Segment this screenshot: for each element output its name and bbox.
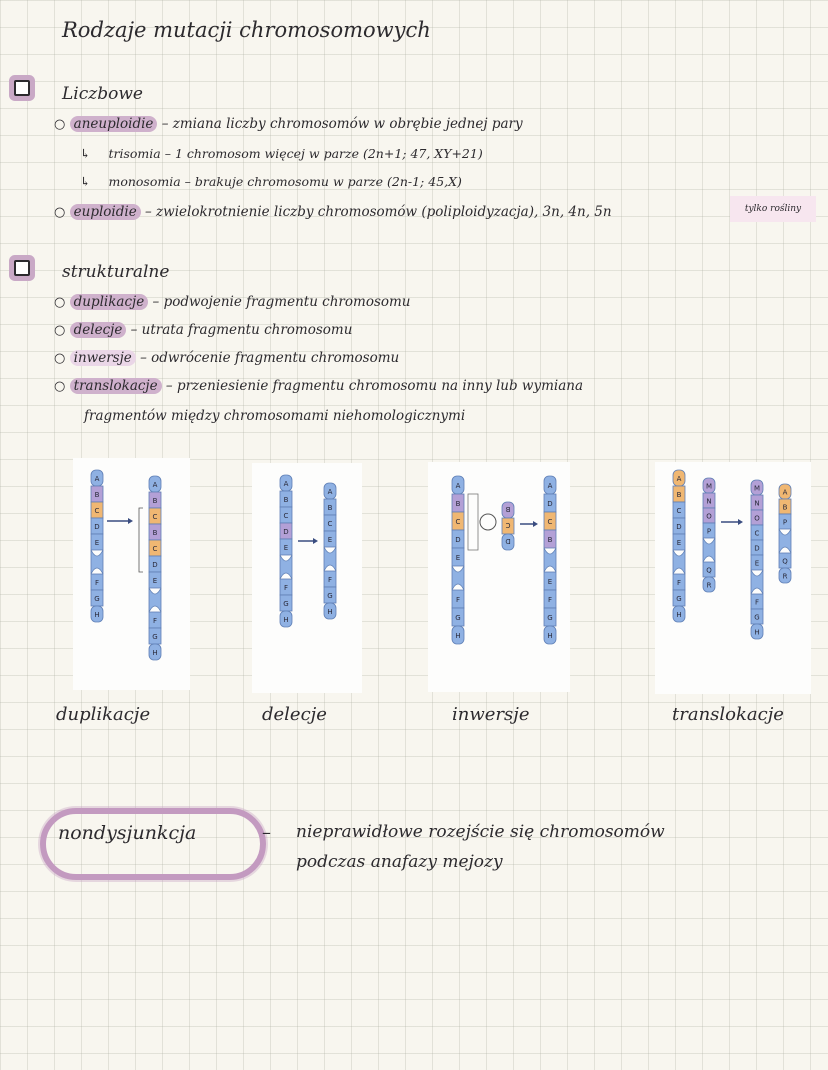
band-label: A: [152, 481, 158, 489]
centromere: [324, 547, 336, 571]
arrow-head: [128, 518, 133, 524]
band-label: G: [283, 600, 289, 608]
band-label: C: [152, 545, 158, 553]
band-label: H: [327, 608, 333, 616]
band-label: E: [327, 536, 333, 544]
arrow-icon: ↳: [80, 174, 91, 189]
band-label: B: [676, 491, 682, 499]
band-label: E: [94, 539, 100, 547]
term-translokacje: translokacje: [70, 378, 162, 394]
section-heading-liczbowe: Liczbowe: [62, 84, 143, 104]
list-item: [54, 116, 523, 132]
band-label: N: [706, 497, 712, 506]
band-label: A: [547, 482, 553, 490]
chromosome-after-2: [779, 484, 791, 583]
band-label: G: [547, 614, 553, 622]
arrow-head: [738, 519, 743, 525]
bracket: [468, 494, 478, 550]
band-label: F: [676, 579, 682, 587]
band-label: P: [706, 527, 712, 536]
band-label: A: [327, 488, 333, 496]
chromosome-after: [324, 483, 336, 619]
arrow-icon: ↳: [80, 146, 91, 161]
bullet-icon: ○: [54, 379, 66, 394]
diagram-delecje: [252, 463, 362, 693]
diagram-translokacje: [655, 462, 811, 694]
band-label: D: [547, 500, 553, 508]
band-label: B: [505, 505, 511, 513]
chromosome-before-2: [703, 478, 715, 592]
band-label: E: [455, 554, 461, 562]
dash: –: [165, 378, 173, 394]
chromosome-before: [280, 475, 292, 627]
rotate-icon: [480, 514, 496, 530]
band-label: C: [754, 529, 760, 538]
band-label: C: [152, 513, 158, 521]
sub-list-item: [80, 174, 462, 189]
diagram-panel-translokacje: [655, 462, 811, 694]
centromere: [751, 570, 763, 594]
band-label: A: [676, 475, 682, 483]
dash: –: [144, 204, 152, 220]
chromosome-after-1: [751, 480, 763, 639]
bullet-icon: ○: [54, 323, 66, 338]
list-item: [54, 378, 583, 394]
dash: –: [130, 322, 138, 338]
band-label: R: [782, 572, 788, 581]
band-label: B: [152, 529, 158, 537]
definition: utrata fragmentu chromosomu: [141, 322, 353, 338]
list-item: [54, 350, 399, 366]
band-label: M: [753, 484, 761, 493]
nondysjunkcja-definition-line1: nieprawidłowe rozejście się chromosomów: [296, 822, 665, 842]
band-label: B: [782, 503, 788, 512]
band-label: R: [706, 581, 712, 590]
continuation-text: fragmentów między chromosomami niehomologicznymi: [84, 408, 466, 424]
band-label: B: [94, 491, 100, 499]
dash: –: [262, 822, 271, 843]
centromere: [149, 588, 161, 612]
nondysjunkcja-definition-line2: podczas anafazy mejozy: [296, 852, 503, 872]
band-label: B: [327, 504, 333, 512]
cloud-highlight: [40, 808, 266, 880]
definition: zwielokrotnienie liczby chromosomów (poliploidyzacja), 3n, 4n, 5n: [156, 204, 612, 220]
diagram-inwersje: [428, 462, 570, 692]
band-label: F: [94, 579, 100, 587]
band-label: Q: [782, 557, 788, 566]
band-label: G: [455, 614, 461, 622]
centromere: [703, 538, 715, 562]
band-label: H: [676, 611, 682, 619]
band-label: C: [94, 507, 100, 515]
term-nondysjunkcja: nondysjunkcja: [58, 822, 197, 844]
band-label: G: [94, 595, 100, 603]
band-label: H: [94, 611, 100, 619]
band-label: G: [676, 595, 682, 603]
sub-list-item: [80, 146, 483, 161]
term-euploidie: euploidie: [70, 204, 141, 220]
band-label: F: [754, 598, 760, 607]
definition: podwojenie fragmentu chromosomu: [163, 294, 411, 310]
band-label: C: [505, 521, 511, 529]
definition: brakuje chromosomu w parze (2n-1; 45,X): [194, 174, 462, 189]
band-label: C: [327, 520, 333, 528]
band-label: D: [283, 528, 289, 536]
list-item: [54, 294, 411, 310]
band-label: C: [547, 518, 553, 526]
band-label: F: [327, 576, 333, 584]
band-label: F: [283, 584, 289, 592]
term-delecje: delecje: [70, 322, 127, 338]
band-label: E: [676, 539, 682, 547]
band-label: G: [152, 633, 158, 641]
centromere: [91, 550, 103, 574]
band-label: C: [455, 518, 461, 526]
band-label: Q: [706, 566, 712, 575]
definition: 1 chromosom więcej w parze (2n+1; 47, XY+21): [174, 146, 483, 161]
band-label: D: [455, 536, 461, 544]
arrow-head: [533, 521, 538, 527]
definition: zmiana liczby chromosomów w obrębie jednej pary: [172, 116, 523, 132]
band-label: C: [283, 512, 289, 520]
bullet-icon: ○: [54, 117, 66, 132]
band-label: E: [547, 578, 553, 586]
band-label: F: [547, 596, 553, 604]
band-label: D: [754, 544, 760, 553]
bullet-icon: ○: [54, 205, 66, 220]
chromosome-before-1: [673, 470, 685, 622]
centromere: [673, 550, 685, 574]
band-label: D: [152, 561, 158, 569]
diagram-panel-delecje: [252, 463, 362, 693]
section-heading-strukturalne: strukturalne: [62, 262, 170, 282]
band-label: H: [283, 616, 289, 624]
term-inwersje: inwersje: [70, 350, 136, 366]
dash: –: [140, 350, 147, 366]
band-label: P: [782, 518, 788, 527]
bullet-icon: ○: [54, 295, 66, 310]
diagram-panel-duplikacje: [73, 458, 190, 690]
term-trisomia: trisomia: [108, 146, 161, 161]
band-label: A: [283, 480, 289, 488]
bracket: [139, 508, 143, 572]
term-aneuploidie: aneuploidie: [70, 116, 158, 132]
centromere: [544, 548, 556, 572]
band-label: O: [706, 512, 712, 521]
band-label: N: [754, 499, 760, 508]
band-label: M: [705, 482, 713, 491]
band-label: H: [455, 632, 461, 640]
band-label: D: [676, 523, 682, 531]
centromere: [280, 555, 292, 579]
inverted-segment: [502, 502, 514, 550]
definition: przeniesienie fragmentu chromosomu na inny lub wymiana: [176, 378, 584, 394]
chromosome-before: [91, 470, 103, 622]
band-label: A: [455, 482, 461, 490]
band-label: H: [547, 632, 553, 640]
band-label: A: [782, 488, 788, 497]
bullet-icon: ○: [54, 351, 66, 366]
band-label: D: [505, 537, 511, 545]
band-label: H: [754, 628, 760, 637]
chromosome-after: [544, 476, 556, 644]
checkbox-icon: [14, 80, 30, 96]
band-label: C: [676, 507, 682, 515]
dash: –: [184, 174, 191, 189]
centromere: [452, 566, 464, 590]
caption-delecje: delecje: [262, 704, 327, 725]
arrow-head: [313, 538, 318, 544]
term-duplikacje: duplikacje: [70, 294, 149, 310]
dash: –: [164, 146, 171, 161]
caption-duplikacje: duplikacje: [56, 704, 151, 725]
list-item: [54, 204, 612, 220]
band-label: F: [455, 596, 461, 604]
centromere: [779, 529, 791, 553]
caption-translokacje: translokacje: [672, 704, 784, 725]
definition: odwrócenie fragmentu chromosomu: [151, 350, 400, 366]
band-label: G: [754, 613, 760, 622]
band-label: F: [152, 617, 158, 625]
note-tylko-rosliny: tylko rośliny: [730, 196, 816, 222]
band-label: D: [94, 523, 100, 531]
term-monosomia: monosomia: [108, 174, 181, 189]
band-label: B: [152, 497, 158, 505]
band-label: O: [754, 514, 760, 523]
band-label: H: [152, 649, 158, 657]
band-label: E: [152, 577, 158, 585]
band-label: B: [547, 536, 553, 544]
band-label: G: [327, 592, 333, 600]
dash: –: [152, 294, 160, 310]
band-label: B: [283, 496, 289, 504]
band-label: E: [283, 544, 289, 552]
diagram-duplikacje: [73, 458, 190, 690]
page-title: Rodzaje mutacji chromosomowych: [62, 18, 431, 42]
diagram-panel-inwersje: [428, 462, 570, 692]
chromosome-after: [149, 476, 161, 660]
list-item: [54, 322, 352, 338]
checkbox-icon: [14, 260, 30, 276]
band-label: E: [754, 559, 760, 568]
band-label: A: [94, 475, 100, 483]
chromosome-before: [452, 476, 464, 644]
band-label: B: [455, 500, 461, 508]
caption-inwersje: inwersje: [452, 704, 530, 725]
dash: –: [161, 116, 169, 132]
